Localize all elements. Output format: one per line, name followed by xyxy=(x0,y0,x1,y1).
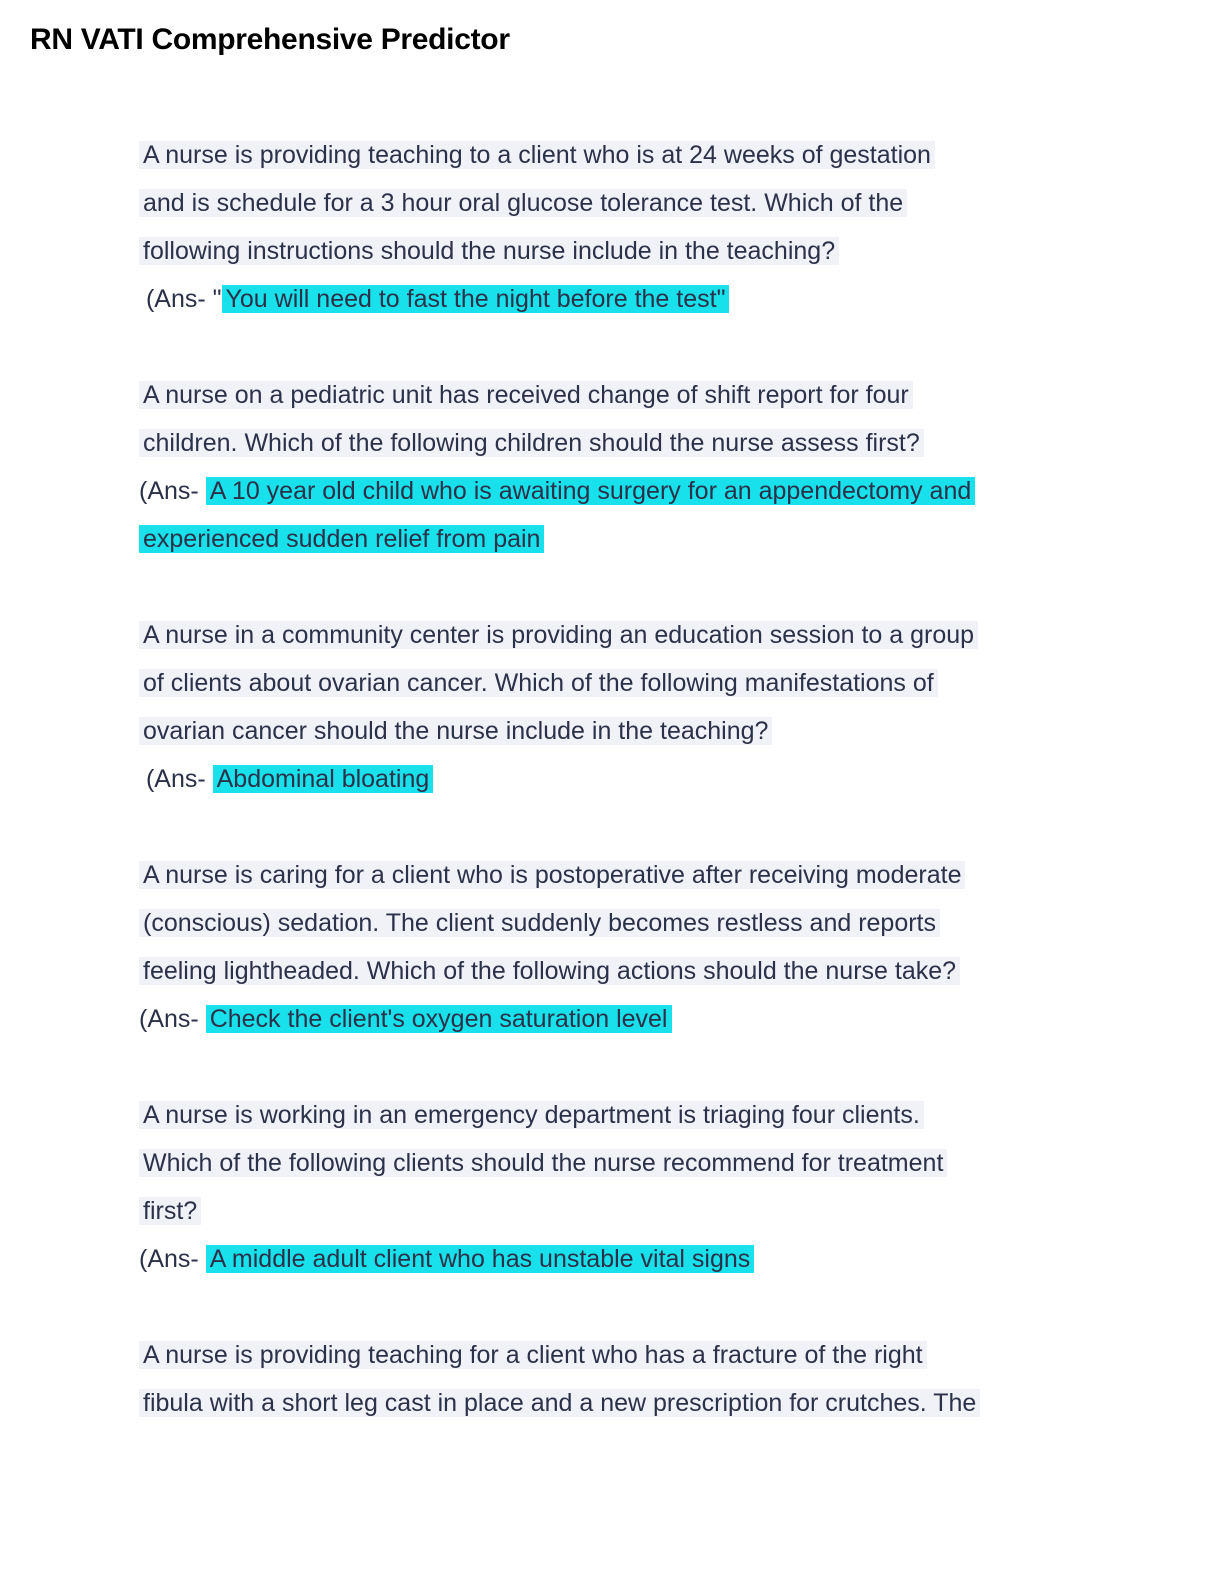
question-text-highlight: following instructions should the nurse include in the teaching? xyxy=(139,237,839,265)
answer-prefix: (Ans- " xyxy=(139,285,222,313)
answer-prefix: (Ans- xyxy=(139,477,206,505)
answer-text-highlight: experienced sudden relief from pain xyxy=(139,525,544,553)
answer-line xyxy=(139,515,1109,563)
question-line xyxy=(139,947,1109,995)
question-block xyxy=(139,131,1109,323)
answer-prefix: (Ans- xyxy=(139,1005,206,1033)
answer-text-highlight: A middle adult client who has unstable vital signs xyxy=(206,1245,755,1273)
answer-line xyxy=(139,755,1109,803)
question-text-highlight: children. Which of the following children should the nurse assess first? xyxy=(139,429,924,457)
answer-line xyxy=(139,1235,1109,1283)
question-line xyxy=(139,179,1109,227)
question-line xyxy=(139,131,1109,179)
answer-text-highlight: Abdominal bloating xyxy=(213,765,434,793)
question-text-highlight: fibula with a short leg cast in place and a new prescription for crutches. The xyxy=(139,1389,980,1417)
question-line xyxy=(139,371,1109,419)
question-line xyxy=(139,659,1109,707)
question-text-highlight: Which of the following clients should the nurse recommend for treatment xyxy=(139,1149,947,1177)
question-line xyxy=(139,1331,1109,1379)
question-text-highlight: A nurse in a community center is providing an education session to a group xyxy=(139,621,978,649)
answer-prefix: (Ans- xyxy=(139,765,213,793)
answer-prefix: (Ans- xyxy=(139,1245,206,1273)
question-text-highlight: of clients about ovarian cancer. Which of the following manifestations of xyxy=(139,669,938,697)
question-text-highlight: first? xyxy=(139,1197,201,1225)
question-block xyxy=(139,1331,1109,1427)
question-line xyxy=(139,227,1109,275)
question-answer-list xyxy=(139,131,1109,1427)
question-text-highlight: A nurse is providing teaching to a client who is at 24 weeks of gestation xyxy=(139,141,935,169)
question-line xyxy=(139,1091,1109,1139)
question-line xyxy=(139,899,1109,947)
document-title: RN VATI Comprehensive Predictor xyxy=(30,23,510,56)
answer-text-highlight: Check the client's oxygen saturation level xyxy=(206,1005,672,1033)
question-block xyxy=(139,851,1109,1043)
question-block xyxy=(139,1091,1109,1283)
question-block xyxy=(139,371,1109,563)
question-text-highlight: A nurse is caring for a client who is postoperative after receiving moderate xyxy=(139,861,965,889)
question-text-highlight: and is schedule for a 3 hour oral glucose tolerance test. Which of the xyxy=(139,189,907,217)
answer-text-highlight: You will need to fast the night before the test" xyxy=(222,285,730,313)
question-line xyxy=(139,1139,1109,1187)
question-line xyxy=(139,707,1109,755)
question-block xyxy=(139,611,1109,803)
question-text-highlight: A nurse is providing teaching for a client who has a fracture of the right xyxy=(139,1341,927,1369)
answer-line xyxy=(139,467,1109,515)
question-text-highlight: A nurse is working in an emergency department is triaging four clients. xyxy=(139,1101,924,1129)
question-line xyxy=(139,611,1109,659)
question-text-highlight: feeling lightheaded. Which of the following actions should the nurse take? xyxy=(139,957,960,985)
answer-text-highlight: A 10 year old child who is awaiting surgery for an appendectomy and xyxy=(206,477,976,505)
answer-line xyxy=(139,275,1109,323)
question-line xyxy=(139,1379,1109,1427)
question-text-highlight: (conscious) sedation. The client suddenly becomes restless and reports xyxy=(139,909,940,937)
question-line xyxy=(139,419,1109,467)
question-line xyxy=(139,851,1109,899)
question-text-highlight: A nurse on a pediatric unit has received change of shift report for four xyxy=(139,381,913,409)
question-text-highlight: ovarian cancer should the nurse include in the teaching? xyxy=(139,717,772,745)
question-line xyxy=(139,1187,1109,1235)
answer-line xyxy=(139,995,1109,1043)
